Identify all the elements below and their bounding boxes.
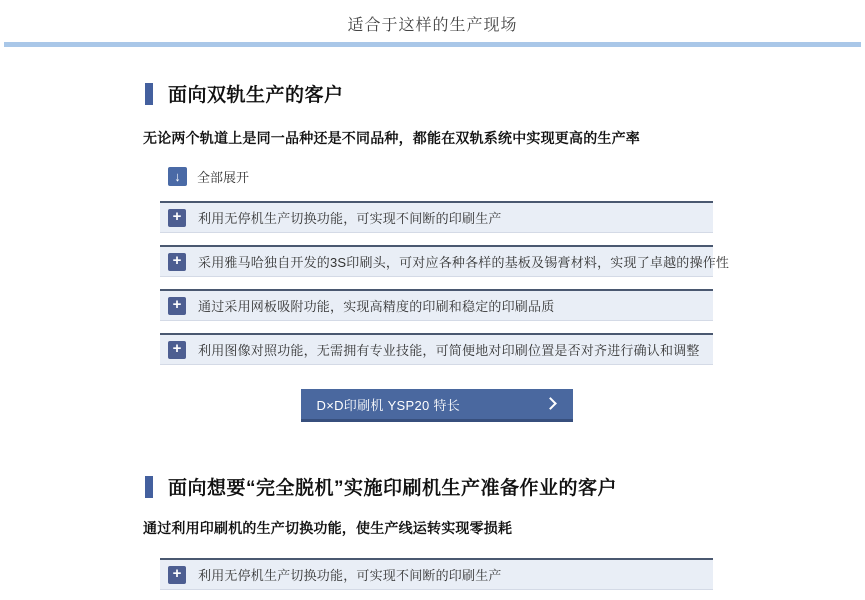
section-heading-text: 面向双轨生产的客户 xyxy=(168,85,344,106)
ysp20-features-button-label: D×D印刷机 YSP20 特长 xyxy=(316,397,461,413)
section-description: 通过利用印刷机的生产切换功能，使生产线运转实现零损耗 xyxy=(143,520,513,536)
section-heading-dual-lane xyxy=(145,80,715,107)
content-area xyxy=(143,64,730,590)
plus-icon: + xyxy=(168,253,186,271)
heading-accent-bar xyxy=(145,476,153,498)
accordion-item[interactable] xyxy=(160,333,713,365)
accordion-list xyxy=(160,558,713,590)
plus-icon: + xyxy=(168,297,186,315)
accordion-item-label: 通过采用网板吸附功能，实现高精度的印刷和稳定的印刷品质 xyxy=(198,299,555,314)
accordion-item[interactable] xyxy=(160,201,713,233)
accordion-list xyxy=(160,201,730,365)
accordion-item[interactable] xyxy=(160,289,713,321)
expand-all-button[interactable] xyxy=(168,167,715,186)
accordion-item-label: 利用无停机生产切换功能，可实现不间断的印刷生产 xyxy=(198,568,502,583)
section-divider xyxy=(4,42,861,47)
plus-icon: + xyxy=(168,341,186,359)
plus-icon: + xyxy=(168,209,186,227)
accordion-item[interactable] xyxy=(160,558,713,590)
ysp20-features-button[interactable] xyxy=(301,389,573,422)
expand-all-icon: ↓ xyxy=(168,167,187,186)
chevron-right-icon xyxy=(544,397,557,410)
section-heading-text: 面向想要“完全脱机”实施印刷机生产准备作业的客户 xyxy=(168,478,618,499)
section-heading-offline xyxy=(145,473,715,500)
plus-icon: + xyxy=(168,566,186,584)
accordion-item[interactable] xyxy=(160,245,730,277)
button-container xyxy=(160,389,713,422)
accordion-item-label: 利用图像对照功能，无需拥有专业技能，可简便地对印刷位置是否对齐进行确认和调整 xyxy=(198,343,700,358)
section-description: 无论两个轨道上是同一品种还是不同品种，都能在双轨系统中实现更高的生产率 xyxy=(143,130,640,146)
heading-accent-bar xyxy=(145,83,153,105)
accordion-item-label: 采用雅马哈独自开发的3S印刷头，可对应各种各样的基板及锡膏材料，实现了卓越的操作性 xyxy=(198,255,730,270)
accordion-item-label: 利用无停机生产切换功能，可实现不间断的印刷生产 xyxy=(198,211,502,226)
page-title: 适合于这样的生产现场 xyxy=(347,17,518,34)
expand-all-label: 全部展开 xyxy=(197,170,250,185)
